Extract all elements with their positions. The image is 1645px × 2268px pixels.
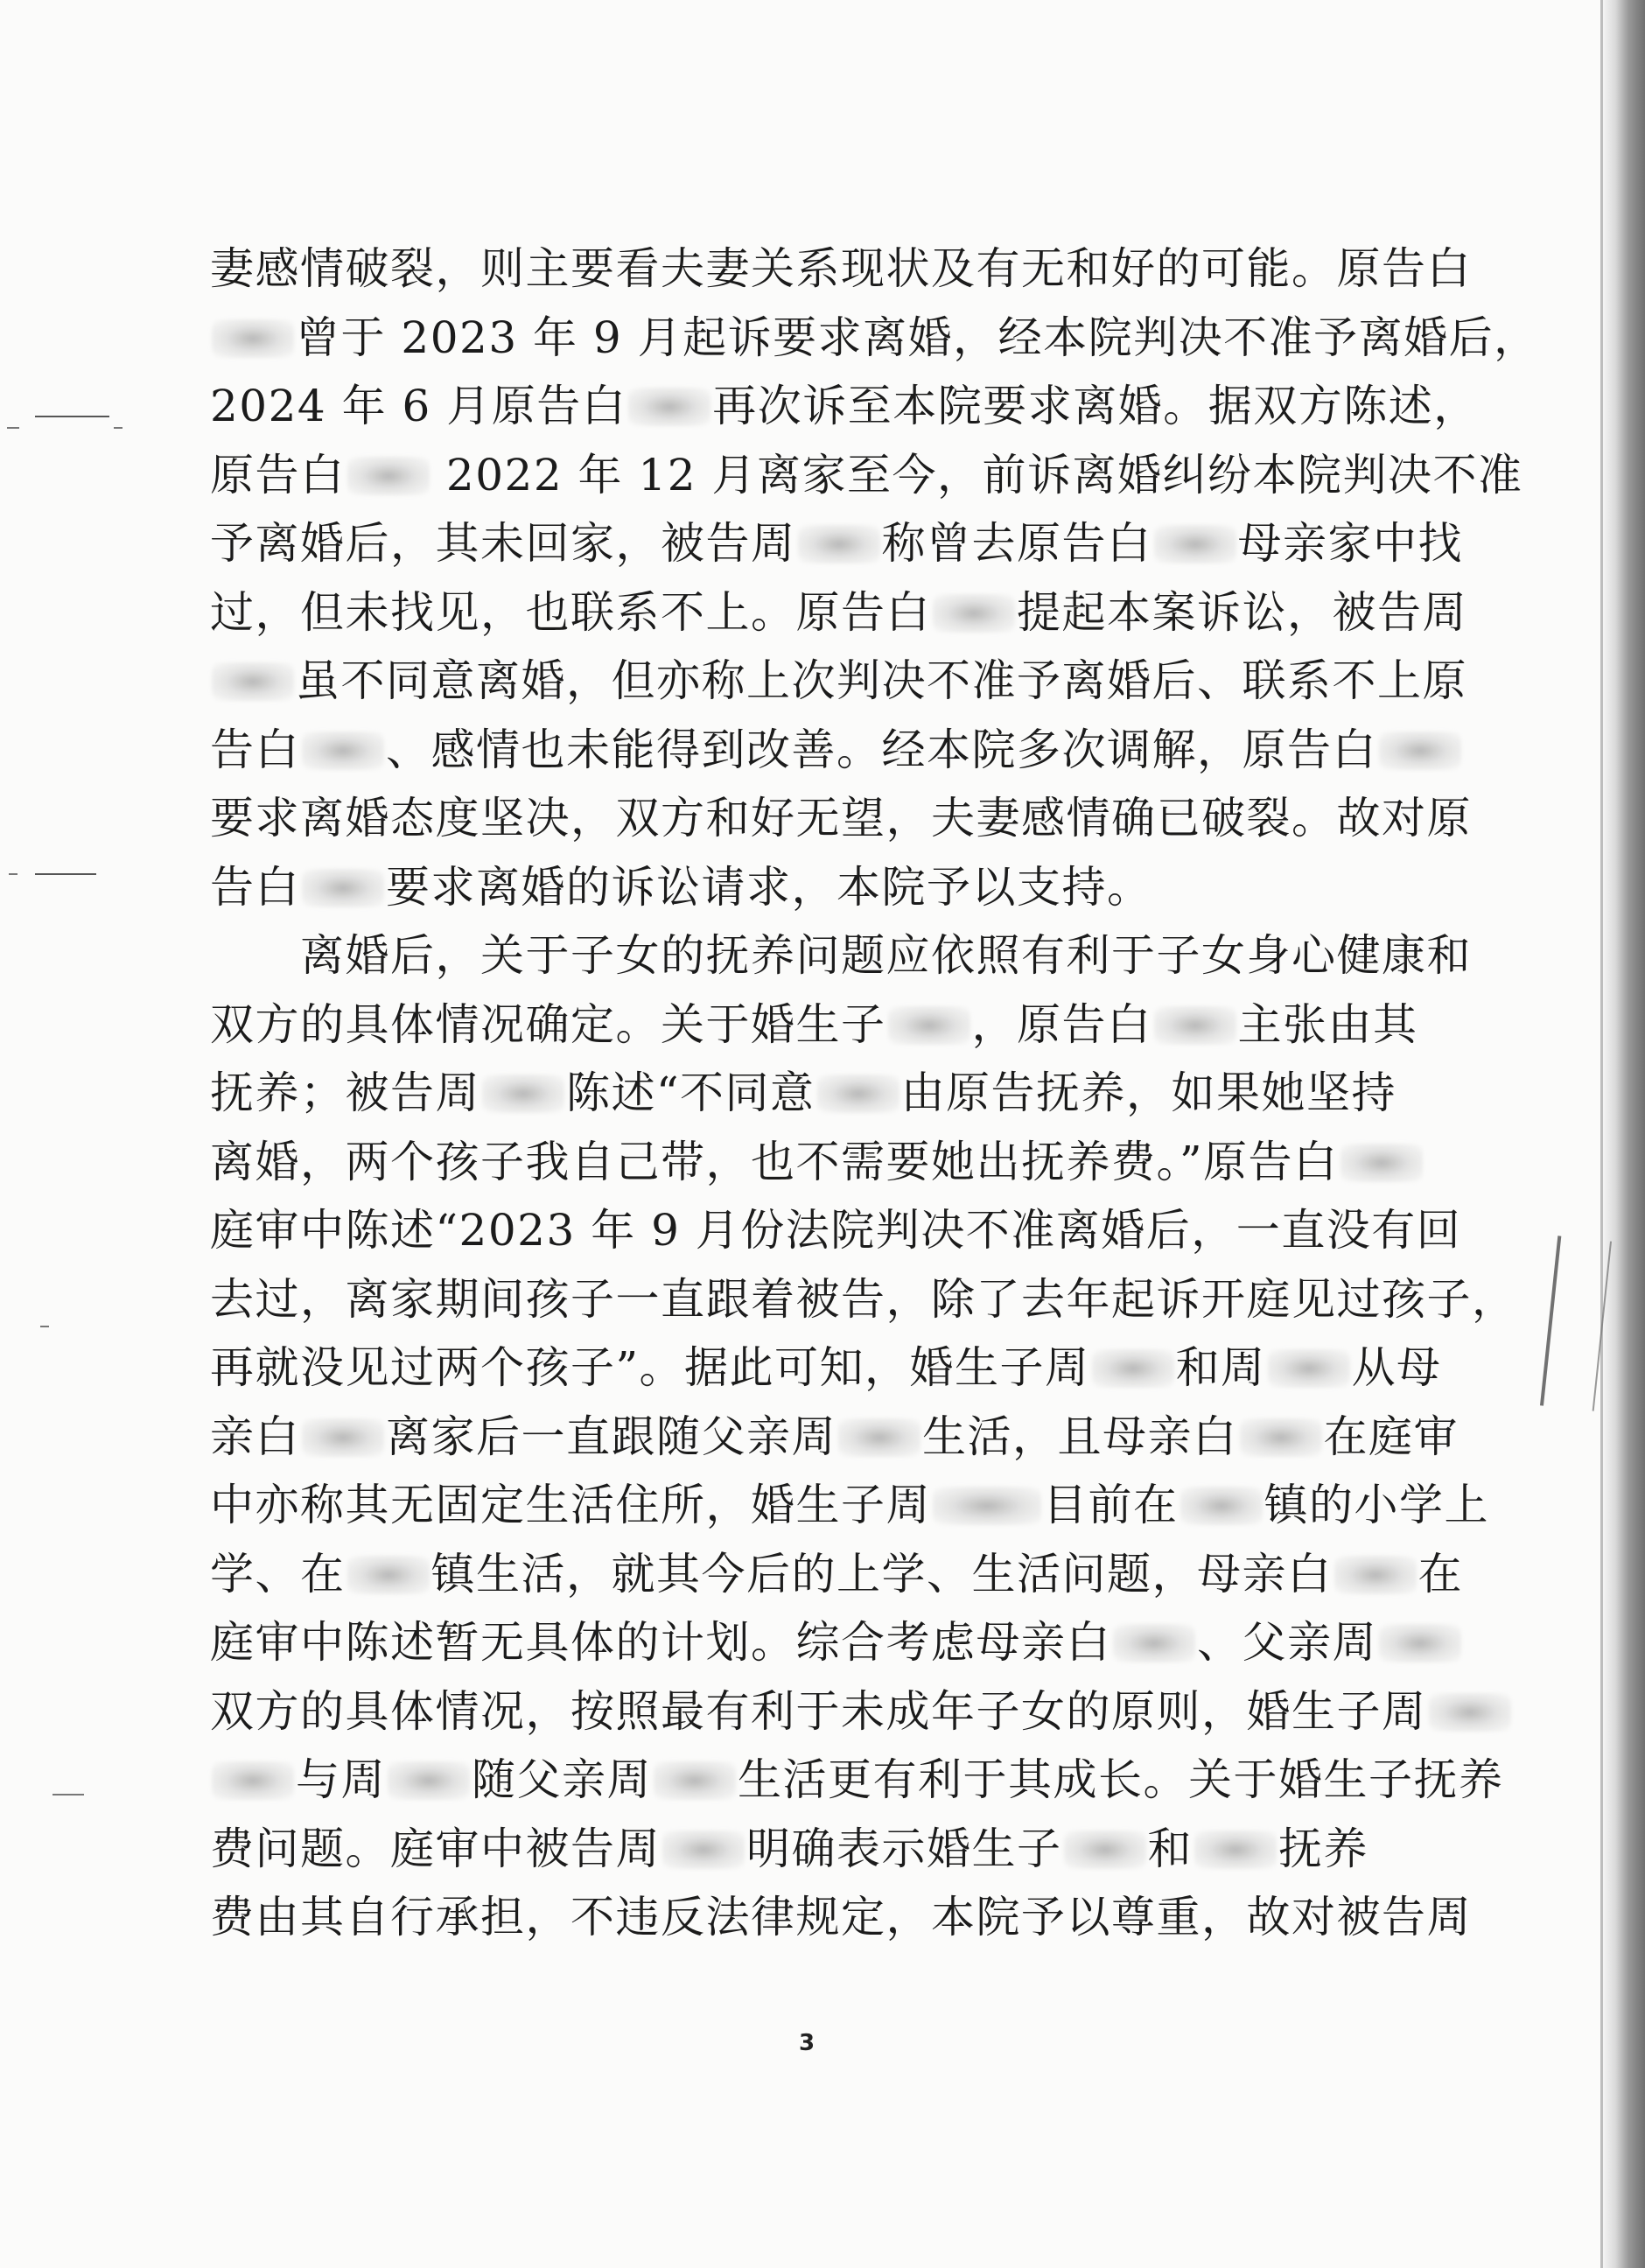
redacted-name <box>1180 1487 1263 1525</box>
text-segment: 抚养；被告周 <box>210 1068 480 1118</box>
redacted-name <box>1064 1830 1146 1869</box>
text-segment: 2024 年 6 月原告白 <box>210 381 627 431</box>
text-line <box>210 1059 1397 1128</box>
text-line <box>210 647 1467 716</box>
text-segment: 随父亲周 <box>472 1754 652 1805</box>
text-segment: 学、在 <box>210 1548 346 1600</box>
redacted-name <box>302 1418 384 1457</box>
text-segment: 在 <box>1418 1548 1463 1600</box>
page-number: 3 <box>798 2030 816 2056</box>
text-segment: 曾于 2023 年 9 月起诉要求离婚，经本院判决不准予离婚后， <box>296 312 1539 363</box>
text-line <box>210 234 1472 304</box>
redacted-name <box>1379 732 1461 770</box>
text-line <box>210 1883 1472 1952</box>
redacted-name <box>1154 525 1236 564</box>
text-segment: 和周 <box>1175 1342 1266 1393</box>
text-line <box>210 1334 1442 1403</box>
text-line <box>210 716 1382 785</box>
redacted-name <box>1092 1349 1174 1388</box>
redacted-name <box>302 732 384 770</box>
text-segment: 称曾去原告白 <box>881 518 1152 569</box>
margin-mark <box>9 873 18 875</box>
text-segment: 中亦称其无固定生活住所，婚生子周 <box>210 1480 931 1530</box>
margin-mark <box>40 1326 49 1327</box>
redacted-name <box>1334 1556 1417 1594</box>
margin-mark <box>35 873 96 875</box>
text-line <box>210 1128 1382 1197</box>
redacted-name <box>212 319 294 358</box>
redacted-name <box>1379 1624 1461 1662</box>
margin-mark <box>114 427 122 429</box>
text-segment: 庭审中陈述暂无具体的计划。综合考虑母亲白 <box>210 1617 1111 1668</box>
redacted-name <box>302 869 384 907</box>
text-segment: 、感情也未能得到改善。经本院多次调解，原告白 <box>386 724 1377 775</box>
redacted-name <box>817 1074 900 1113</box>
text-segment: 再就没见过两个孩子”。据此可知，婚生子周 <box>210 1342 1090 1393</box>
text-segment: 要求离婚的诉讼请求，本院予以支持。 <box>386 861 1152 913</box>
margin-mark <box>7 427 19 429</box>
redacted-name <box>212 662 294 701</box>
text-line <box>210 921 1472 990</box>
text-segment: 母亲家中找 <box>1237 518 1463 569</box>
text-segment: 镇的小学上 <box>1264 1480 1489 1530</box>
redacted-name <box>388 1761 470 1800</box>
text-segment: 离婚，两个孩子我自己带，也不需要她出抚养费。”原告白 <box>210 1136 1339 1187</box>
text-line <box>210 1608 1382 1677</box>
redacted-name <box>1113 1624 1195 1662</box>
text-segment: 抚养 <box>1278 1823 1368 1874</box>
redacted-name <box>1429 1693 1511 1732</box>
text-segment: 由原告抚养，如果她坚持 <box>900 1068 1397 1118</box>
text-line <box>210 853 1382 922</box>
text-line <box>210 1196 1462 1265</box>
text-segment: 陈述“不同意 <box>566 1068 816 1118</box>
text-line <box>210 372 1479 441</box>
text-segment: 和 <box>1147 1823 1193 1874</box>
redacted-name <box>1194 1830 1277 1869</box>
text-segment: 提起本案诉讼，被告周 <box>1017 586 1467 638</box>
text-segment: 与周 <box>296 1754 386 1805</box>
text-segment: 离婚后，关于子女的抚养问题应依照有利于子女身心健康和 <box>210 930 1472 981</box>
text-segment: 主张由其 <box>1237 998 1418 1050</box>
text-segment: 予离婚后，其未回家，被告周 <box>210 518 796 569</box>
text-segment: 双方的具体情况，按照最有利于未成年子女的原则，婚生子周 <box>210 1685 1427 1737</box>
redacted-name <box>1268 1349 1350 1388</box>
text-line <box>210 578 1467 648</box>
text-segment: 明确表示婚生子 <box>746 1823 1062 1874</box>
text-segment: 告白 <box>210 861 300 913</box>
text-line <box>210 1265 1517 1334</box>
text-segment: 从母 <box>1351 1342 1442 1393</box>
margin-mark <box>35 416 109 417</box>
redacted-name <box>798 525 880 564</box>
redacted-name <box>1340 1144 1423 1182</box>
text-line <box>210 1746 1504 1815</box>
text-line <box>210 304 1539 373</box>
text-segment: 告白 <box>210 724 300 775</box>
text-segment: 费问题。庭审中被告周 <box>210 1823 661 1874</box>
text-line <box>210 784 1472 853</box>
redacted-name <box>347 1556 430 1594</box>
text-segment: 原告白 <box>210 449 346 500</box>
text-segment: 费由其自行承担，不违反法律规定，本院予以尊重，故对被告周 <box>210 1892 1472 1942</box>
text-segment: 亲白 <box>210 1410 300 1462</box>
text-line <box>210 509 1463 578</box>
text-segment: 镇生活，就其今后的上学、生活问题，母亲白 <box>430 1548 1333 1600</box>
redacted-name <box>628 388 710 426</box>
text-line <box>210 1540 1463 1609</box>
redacted-name <box>654 1761 736 1800</box>
judgment-body-text <box>210 234 1539 1952</box>
text-segment: 庭审中陈述“2023 年 9 月份法院判决不准离婚后，一直没有回 <box>210 1205 1462 1256</box>
text-segment: 目前在 <box>1043 1480 1179 1530</box>
redacted-name <box>1154 1006 1236 1045</box>
redacted-name <box>1240 1418 1322 1457</box>
text-segment: 虽不同意离婚，但亦称上次判决不准予离婚后、联系不上原 <box>296 655 1467 706</box>
text-segment: 在庭审 <box>1323 1410 1459 1462</box>
text-segment: 过，但未找见，也联系不上。原告白 <box>210 586 931 638</box>
text-line <box>210 1403 1459 1472</box>
text-segment: 再次诉至本院要求离婚。据双方陈述， <box>712 381 1479 431</box>
redacted-name <box>482 1074 564 1113</box>
text-segment: 、父亲周 <box>1197 1617 1377 1668</box>
redacted-name <box>933 594 1015 633</box>
redacted-name <box>838 1418 920 1457</box>
text-segment: 生活更有利于其成长。关于婚生子抚养 <box>738 1754 1504 1805</box>
text-segment: 要求离婚态度坚决，双方和好无望，夫妻感情确已破裂。故对原 <box>210 793 1472 844</box>
text-segment: 生活，且母亲白 <box>922 1410 1238 1462</box>
text-line <box>210 990 1418 1060</box>
text-segment: 2022 年 12 月离家至今，前诉离婚纠纷本院判决不准 <box>430 449 1523 500</box>
redacted-name <box>212 1761 294 1800</box>
redacted-name <box>347 457 430 495</box>
text-segment: 妻感情破裂，则主要看夫妻关系现状及有无和好的可能。原告白 <box>210 243 1472 294</box>
text-segment: 去过，离家期间孩子一直跟着被告，除了去年起诉开庭见过孩子， <box>210 1273 1517 1325</box>
text-segment: 离家后一直跟随父亲周 <box>386 1410 836 1462</box>
text-segment: 双方的具体情况确定。关于婚生子 <box>210 998 886 1050</box>
redacted-name <box>888 1006 970 1045</box>
binding-shadow <box>1603 0 1645 2268</box>
text-segment: ，原告白 <box>971 998 1152 1050</box>
redacted-name <box>662 1830 745 1869</box>
text-line <box>210 1471 1489 1540</box>
text-line <box>210 1815 1382 1884</box>
text-line <box>210 441 1523 510</box>
redacted-name <box>933 1487 1041 1525</box>
margin-mark <box>52 1794 84 1796</box>
text-line <box>210 1677 1427 1746</box>
